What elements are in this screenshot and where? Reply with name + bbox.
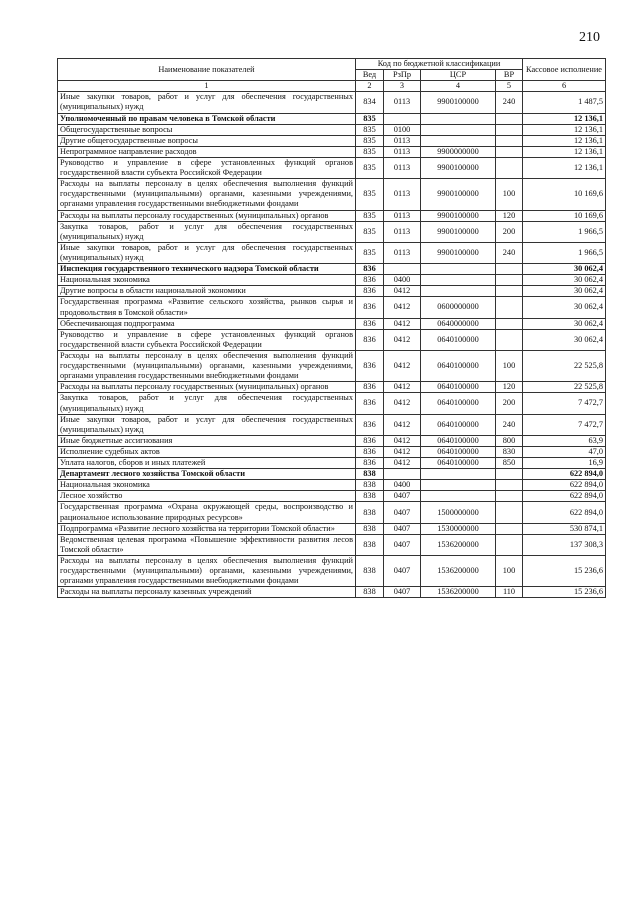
row-rzpr <box>384 469 421 480</box>
row-csr <box>421 491 496 502</box>
row-name: Расходы на выплаты персоналу в целях обеспечения выполнения функций государственными (муниципальными) органами, казенными учреждениями, органами управления государственными внебюджетными фондами <box>58 556 356 587</box>
row-rzpr: 0412 <box>384 297 421 318</box>
row-rzpr: 0412 <box>384 458 421 469</box>
row-name: Другие общегосударственные вопросы <box>58 135 356 146</box>
table-row <box>58 275 606 286</box>
row-ved: 838 <box>356 480 384 491</box>
row-amount: 12 136,1 <box>523 113 606 124</box>
row-amount: 15 236,6 <box>523 556 606 587</box>
row-ved: 835 <box>356 242 384 263</box>
row-ved: 838 <box>356 523 384 534</box>
row-rzpr: 0407 <box>384 502 421 523</box>
header-num-4: 4 <box>421 81 496 92</box>
row-rzpr: 0412 <box>384 318 421 329</box>
row-vr <box>496 146 523 157</box>
row-amount: 63,9 <box>523 435 606 446</box>
table-row <box>58 210 606 221</box>
row-ved: 836 <box>356 458 384 469</box>
row-vr <box>496 157 523 178</box>
row-csr: 0640100000 <box>421 414 496 435</box>
row-amount: 1 966,5 <box>523 242 606 263</box>
row-rzpr: 0400 <box>384 275 421 286</box>
row-rzpr <box>384 113 421 124</box>
page-number: 210 <box>579 30 600 45</box>
row-amount: 12 136,1 <box>523 157 606 178</box>
row-csr: 0640100000 <box>421 435 496 446</box>
row-rzpr <box>384 264 421 275</box>
table-row <box>58 113 606 124</box>
header-rzpr: РзПр <box>384 70 421 81</box>
row-amount: 30 062,4 <box>523 318 606 329</box>
row-ved: 836 <box>356 264 384 275</box>
row-vr <box>496 286 523 297</box>
row-name: Закупка товаров, работ и услуг для обеспечения государственных (муниципальных) нужд <box>58 393 356 414</box>
row-csr <box>421 286 496 297</box>
row-csr: 0640100000 <box>421 329 496 350</box>
row-rzpr: 0412 <box>384 286 421 297</box>
header-ved: Вед <box>356 70 384 81</box>
row-name: Ведомственная целевая программа «Повышение эффективности развития лесов Томской области» <box>58 534 356 555</box>
row-amount: 1 966,5 <box>523 221 606 242</box>
row-name: Непрограммное направление расходов <box>58 146 356 157</box>
table-row <box>58 523 606 534</box>
row-csr: 9900100000 <box>421 157 496 178</box>
table-row <box>58 318 606 329</box>
table-row <box>58 480 606 491</box>
row-ved: 835 <box>356 221 384 242</box>
header-num-6: 6 <box>523 81 606 92</box>
row-name: Иные закупки товаров, работ и услуг для обеспечения государственных (муниципальных) нужд <box>58 414 356 435</box>
row-vr <box>496 534 523 555</box>
row-amount: 137 308,3 <box>523 534 606 555</box>
table-row <box>58 435 606 446</box>
header-csr: ЦСР <box>421 70 496 81</box>
row-vr: 100 <box>496 179 523 210</box>
row-amount: 12 136,1 <box>523 146 606 157</box>
row-vr <box>496 318 523 329</box>
table-body <box>58 92 606 598</box>
row-vr <box>496 124 523 135</box>
row-rzpr: 0412 <box>384 414 421 435</box>
row-ved: 838 <box>356 469 384 480</box>
row-amount: 30 062,4 <box>523 264 606 275</box>
row-ved: 838 <box>356 556 384 587</box>
row-csr: 0640100000 <box>421 458 496 469</box>
table-row <box>58 458 606 469</box>
row-ved: 836 <box>356 275 384 286</box>
row-vr <box>496 329 523 350</box>
row-ved: 836 <box>356 393 384 414</box>
row-csr: 9900100000 <box>421 210 496 221</box>
row-vr <box>496 275 523 286</box>
row-vr: 800 <box>496 435 523 446</box>
header-num-1: 1 <box>58 81 356 92</box>
row-rzpr: 0407 <box>384 523 421 534</box>
row-vr <box>496 469 523 480</box>
row-amount: 7 472,7 <box>523 414 606 435</box>
header-name: Наименование показателей <box>58 59 356 81</box>
table-row <box>58 179 606 210</box>
row-amount: 12 136,1 <box>523 124 606 135</box>
row-ved: 835 <box>356 135 384 146</box>
row-csr: 1500000000 <box>421 502 496 523</box>
row-csr: 0640000000 <box>421 318 496 329</box>
row-csr: 1530000000 <box>421 523 496 534</box>
row-csr: 0600000000 <box>421 297 496 318</box>
row-amount: 622 894,0 <box>523 480 606 491</box>
row-vr <box>496 297 523 318</box>
row-ved: 838 <box>356 502 384 523</box>
row-ved: 834 <box>356 92 384 113</box>
header-num-3: 3 <box>384 81 421 92</box>
table-row <box>58 135 606 146</box>
row-csr: 0640100000 <box>421 382 496 393</box>
table-row <box>58 491 606 502</box>
row-csr <box>421 469 496 480</box>
table-row <box>58 329 606 350</box>
row-csr: 0640100000 <box>421 446 496 457</box>
row-ved: 836 <box>356 435 384 446</box>
row-amount: 1 487,5 <box>523 92 606 113</box>
row-amount: 30 062,4 <box>523 329 606 350</box>
row-rzpr: 0100 <box>384 124 421 135</box>
header-code-group: Код по бюджетной классификации <box>356 59 523 70</box>
table-row <box>58 124 606 135</box>
row-name: Расходы на выплаты персоналу в целях обеспечения выполнения функций государственными (муниципальными) органами, казенными учреждениями, органами управления государственными внебюджетными фондами <box>58 179 356 210</box>
row-name: Лесное хозяйство <box>58 491 356 502</box>
row-name: Подпрограмма «Развитие лесного хозяйства на территории Томской области» <box>58 523 356 534</box>
row-vr: 110 <box>496 587 523 598</box>
row-amount: 10 169,6 <box>523 210 606 221</box>
row-csr <box>421 135 496 146</box>
row-name: Расходы на выплаты персоналу казенных учреждений <box>58 587 356 598</box>
row-name: Национальная экономика <box>58 480 356 491</box>
row-amount: 30 062,4 <box>523 286 606 297</box>
row-name: Уплата налогов, сборов и иных платежей <box>58 458 356 469</box>
row-ved: 838 <box>356 534 384 555</box>
row-vr: 200 <box>496 393 523 414</box>
row-csr: 0640100000 <box>421 350 496 381</box>
row-csr: 9900100000 <box>421 179 496 210</box>
row-amount: 622 894,0 <box>523 502 606 523</box>
table-row <box>58 286 606 297</box>
row-csr: 9900100000 <box>421 242 496 263</box>
row-name: Инспекция государственного технического надзора Томской области <box>58 264 356 275</box>
row-name: Исполнение судебных актов <box>58 446 356 457</box>
row-rzpr: 0113 <box>384 157 421 178</box>
row-amount: 622 894,0 <box>523 469 606 480</box>
row-amount: 530 874,1 <box>523 523 606 534</box>
row-ved: 835 <box>356 124 384 135</box>
row-vr <box>496 113 523 124</box>
row-csr: 1536200000 <box>421 534 496 555</box>
header-num-2: 2 <box>356 81 384 92</box>
row-ved: 835 <box>356 113 384 124</box>
row-amount: 16,9 <box>523 458 606 469</box>
row-name: Расходы на выплаты персоналу государственных (муниципальных) органов <box>58 210 356 221</box>
table-row <box>58 556 606 587</box>
row-name: Руководство и управление в сфере установленных функций органов государственной власти субъекта Российской Федерации <box>58 329 356 350</box>
table-row <box>58 534 606 555</box>
row-name: Департамент лесного хозяйства Томской области <box>58 469 356 480</box>
row-csr: 1536200000 <box>421 587 496 598</box>
table-row <box>58 446 606 457</box>
row-rzpr: 0113 <box>384 179 421 210</box>
row-ved: 835 <box>356 179 384 210</box>
row-rzpr: 0407 <box>384 534 421 555</box>
row-name: Иные бюджетные ассигнования <box>58 435 356 446</box>
row-csr: 9900100000 <box>421 221 496 242</box>
table-row <box>58 469 606 480</box>
row-rzpr: 0113 <box>384 242 421 263</box>
row-name: Иные закупки товаров, работ и услуг для обеспечения государственных (муниципальных) нужд <box>58 242 356 263</box>
header-num-5: 5 <box>496 81 523 92</box>
row-name: Общегосударственные вопросы <box>58 124 356 135</box>
row-vr: 830 <box>496 446 523 457</box>
table-row <box>58 587 606 598</box>
row-amount: 30 062,4 <box>523 275 606 286</box>
row-amount: 15 236,6 <box>523 587 606 598</box>
row-name: Национальная экономика <box>58 275 356 286</box>
row-rzpr: 0412 <box>384 350 421 381</box>
budget-table <box>57 58 606 598</box>
row-ved: 836 <box>356 329 384 350</box>
table-row <box>58 502 606 523</box>
row-ved: 838 <box>356 491 384 502</box>
row-csr: 9900100000 <box>421 92 496 113</box>
row-rzpr: 0412 <box>384 382 421 393</box>
row-vr <box>496 135 523 146</box>
row-vr <box>496 491 523 502</box>
row-ved: 836 <box>356 318 384 329</box>
row-vr: 100 <box>496 556 523 587</box>
row-amount: 22 525,8 <box>523 350 606 381</box>
row-ved: 836 <box>356 382 384 393</box>
table-row <box>58 146 606 157</box>
row-rzpr: 0113 <box>384 92 421 113</box>
row-name: Расходы на выплаты персоналу в целях обеспечения выполнения функций государственными (муниципальными) органами, казенными учреждениями, органами управления государственными внебюджетными фондами <box>58 350 356 381</box>
table-row <box>58 92 606 113</box>
row-csr: 1536200000 <box>421 556 496 587</box>
header-amount: Кассовое исполнение <box>523 59 606 81</box>
row-ved: 835 <box>356 210 384 221</box>
row-rzpr: 0113 <box>384 146 421 157</box>
row-name: Иные закупки товаров, работ и услуг для обеспечения государственных (муниципальных) нужд <box>58 92 356 113</box>
header-vr: ВР <box>496 70 523 81</box>
row-csr: 9900000000 <box>421 146 496 157</box>
row-ved: 836 <box>356 297 384 318</box>
row-rzpr: 0412 <box>384 446 421 457</box>
row-rzpr: 0113 <box>384 135 421 146</box>
row-csr <box>421 124 496 135</box>
row-vr <box>496 480 523 491</box>
row-rzpr: 0400 <box>384 480 421 491</box>
row-ved: 836 <box>356 350 384 381</box>
row-name: Государственная программа «Охрана окружающей среды, воспроизводство и рациональное использование природных ресурсов» <box>58 502 356 523</box>
row-rzpr: 0407 <box>384 587 421 598</box>
row-name: Уполномоченный по правам человека в Томской области <box>58 113 356 124</box>
row-rzpr: 0113 <box>384 210 421 221</box>
row-rzpr: 0412 <box>384 329 421 350</box>
row-amount: 7 472,7 <box>523 393 606 414</box>
row-vr: 100 <box>496 350 523 381</box>
row-vr <box>496 523 523 534</box>
row-vr: 240 <box>496 242 523 263</box>
row-amount: 12 136,1 <box>523 135 606 146</box>
row-rzpr: 0113 <box>384 221 421 242</box>
row-ved: 838 <box>356 587 384 598</box>
row-rzpr: 0407 <box>384 556 421 587</box>
row-ved: 836 <box>356 446 384 457</box>
table-row <box>58 242 606 263</box>
row-name: Государственная программа «Развитие сельского хозяйства, рынков сырья и продовольствия в Томской области» <box>58 297 356 318</box>
row-amount: 10 169,6 <box>523 179 606 210</box>
row-rzpr: 0412 <box>384 435 421 446</box>
row-vr: 850 <box>496 458 523 469</box>
row-csr: 0640100000 <box>421 393 496 414</box>
table-row <box>58 350 606 381</box>
table-row <box>58 221 606 242</box>
row-rzpr: 0412 <box>384 393 421 414</box>
row-vr: 200 <box>496 221 523 242</box>
row-vr <box>496 502 523 523</box>
table-row <box>58 382 606 393</box>
row-vr: 240 <box>496 414 523 435</box>
row-vr: 120 <box>496 210 523 221</box>
table-row <box>58 297 606 318</box>
row-vr: 240 <box>496 92 523 113</box>
row-amount: 47,0 <box>523 446 606 457</box>
row-vr: 120 <box>496 382 523 393</box>
row-csr <box>421 480 496 491</box>
row-amount: 22 525,8 <box>523 382 606 393</box>
row-csr <box>421 113 496 124</box>
row-ved: 836 <box>356 414 384 435</box>
row-name: Другие вопросы в области национальной экономики <box>58 286 356 297</box>
row-amount: 622 894,0 <box>523 491 606 502</box>
row-csr <box>421 264 496 275</box>
row-ved: 835 <box>356 146 384 157</box>
row-name: Руководство и управление в сфере установленных функций органов государственной власти субъекта Российской Федерации <box>58 157 356 178</box>
table-header <box>58 59 606 92</box>
row-ved: 835 <box>356 157 384 178</box>
row-csr <box>421 275 496 286</box>
row-name: Закупка товаров, работ и услуг для обеспечения государственных (муниципальных) нужд <box>58 221 356 242</box>
table-row <box>58 393 606 414</box>
table-row <box>58 157 606 178</box>
row-amount: 30 062,4 <box>523 297 606 318</box>
row-name: Обеспечивающая подпрограмма <box>58 318 356 329</box>
table-row <box>58 264 606 275</box>
row-rzpr: 0407 <box>384 491 421 502</box>
row-name: Расходы на выплаты персоналу государственных (муниципальных) органов <box>58 382 356 393</box>
row-ved: 836 <box>356 286 384 297</box>
table-row <box>58 414 606 435</box>
row-vr <box>496 264 523 275</box>
